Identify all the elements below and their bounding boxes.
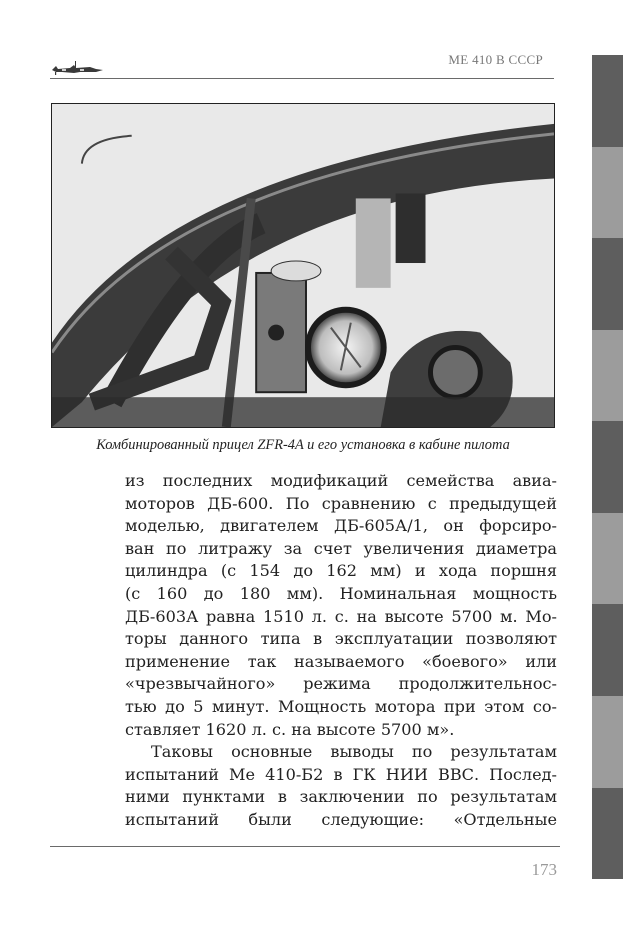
text-line: цилиндра (с 154 до 162 мм) и хода поршня (125, 561, 557, 581)
text-line: ставляет 1620 л. с. на высоте 5700 м». (125, 719, 455, 739)
text-line: испытаний Ме 410-Б2 в ГК НИИ ВВС. Послед- (125, 764, 557, 784)
strip-band (592, 788, 623, 880)
paragraph-start-line: Таковы основные выводы по результатам (151, 742, 557, 762)
page-number: 173 (531, 860, 557, 879)
strip-band (592, 147, 623, 239)
text-line: моторов ДБ-600. По сравнению с предыдущей (125, 493, 557, 513)
text-line: из последних модификаций семейства авиа- (125, 471, 557, 490)
thumb-index-strip (592, 55, 623, 879)
footer-divider (50, 846, 560, 847)
text-line: тью до 5 минут. Мощность мотора при этом со- (125, 696, 557, 716)
strip-band (592, 421, 623, 513)
strip-band (592, 55, 623, 147)
text-line: «чрезвычайного» режима продолжительнос- (125, 674, 557, 694)
header-divider (50, 78, 554, 79)
figure-caption: Комбинированный прицел ZFR-4A и его установка в кабине пилота (96, 437, 510, 453)
strip-band (592, 238, 623, 330)
strip-band (592, 330, 623, 422)
text-line: моделью, двигателем ДБ-605А/1, он форсиро- (125, 516, 557, 536)
text-line: (с 160 до 180 мм). Номинальная мощность (125, 583, 557, 603)
text-line: ДБ-603А равна 1510 л. с. на высоте 5700 м. Мо- (125, 606, 557, 626)
text-line: применение так называемого «боевого» или (125, 651, 557, 671)
strip-band (592, 604, 623, 696)
photo-illustration (52, 104, 554, 427)
aircraft-silhouette-icon (50, 60, 104, 76)
cockpit-gunsight-photo (51, 103, 555, 428)
running-title: МЕ 410 В СССР (448, 52, 543, 67)
strip-band (592, 513, 623, 605)
text-line: испытаний были следующие: «Отдельные (125, 809, 557, 829)
text-line: ними пунктами в заключении по результатам (125, 787, 557, 807)
strip-band (592, 696, 623, 788)
text-line: торы данного типа в эксплуатации позволяют (125, 629, 557, 649)
text-line: ван по литражу за счет увеличения диаметра (125, 538, 557, 558)
body-text (125, 470, 557, 832)
